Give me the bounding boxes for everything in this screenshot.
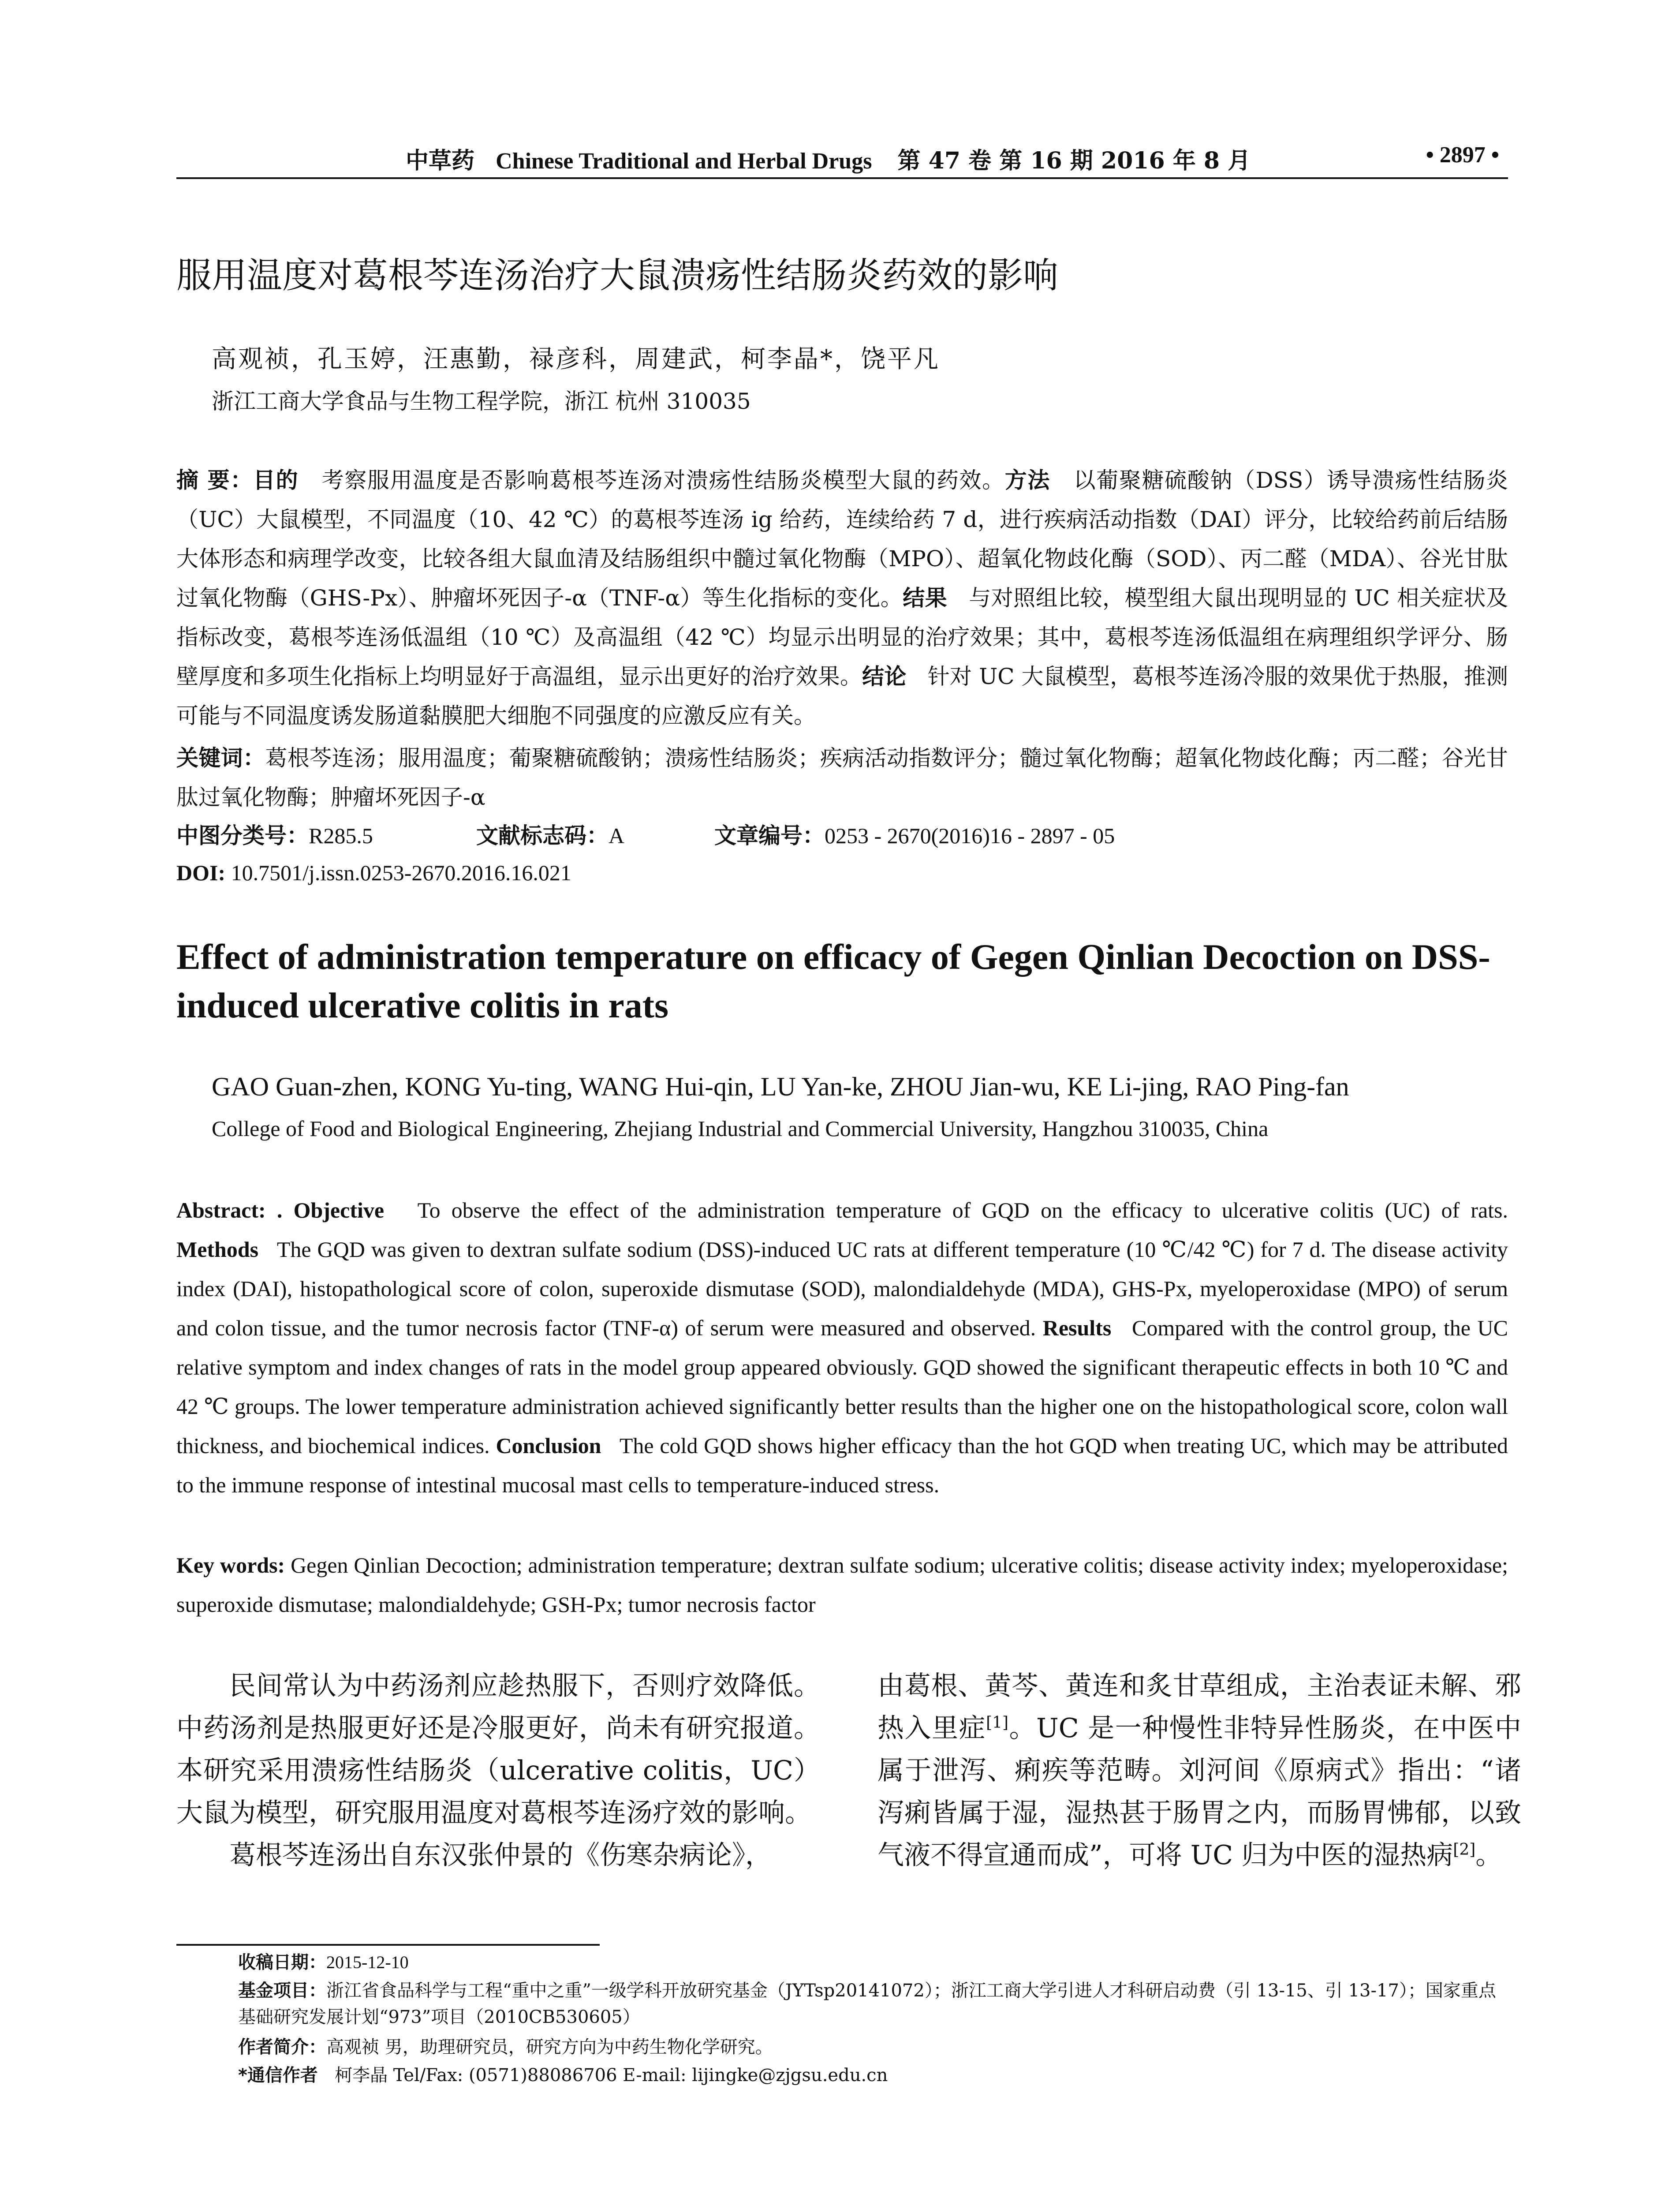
keywords-en xyxy=(176,1546,1508,1624)
clc-number xyxy=(176,818,373,850)
footnote-fund xyxy=(238,1977,1508,2030)
body-paragraph-3-part-c: 。 xyxy=(1475,1840,1502,1871)
title-en: Effect of administration temperature on efficacy of Gegen Qinlian Decoction on DSS-induced ulcerative colitis in rats xyxy=(176,937,1490,1025)
abstract-en-label: Abstract: . xyxy=(176,1198,294,1222)
journal-name-en: Chinese Traditional and Herbal Drugs xyxy=(496,149,872,174)
journal-name-cn: 中草药 xyxy=(406,147,475,174)
article-label: 文章编号： xyxy=(714,823,825,848)
body-paragraph-1: 民间常认为中药汤剂应趁热服下，否则疗效降低。中药汤剂是热服更好还是冷服更好，尚未有研究报道。本研究采用溃疡性结肠炎（ulcerative colitis，UC）大鼠为模型，研究服用温度对葛根芩连汤疗效的影响。 xyxy=(176,1671,820,1828)
keywords-cn xyxy=(176,739,1508,817)
keywords-cn-text: 葛根芩连汤；服用温度；葡聚糖硫酸钠；溃疡性结肠炎；疾病活动指数评分；髓过氧化物酶；超氧化物歧化酶；丙二醛；谷光甘肽过氧化物酶；肿瘤坏死因子-α xyxy=(176,745,1508,810)
abstract-cn-label: 摘 要： xyxy=(176,467,253,493)
body-column-right xyxy=(877,1665,1521,1876)
results-en: Compared with the control group, the UC relative symptom and index changes of rats in the model group appeared obviously. GQD showed the significant therapeutic effects in both 10 ℃ and 42 ℃ groups. The lower temperature administration achieved significantly better results than the higher one on the histopathological score, colon wall thickness, and biochemical indices. xyxy=(176,1316,1508,1458)
results-cn-label: 结果 xyxy=(903,585,948,611)
article-value: 0253 - 2670(2016)16 - 2897 - 05 xyxy=(825,823,1115,848)
footnote-rule xyxy=(176,1944,600,1946)
objective-cn-label: 目的 xyxy=(253,467,299,493)
methods-cn: 以葡聚糖硫酸钠（DSS）诱导溃疡性结肠炎（UC）大鼠模型，不同温度（10、42 ℃）的葛根芩连汤 ig 给药，连续给药 7 d，进行疾病活动指数（DAI）评分，比较给药前后结肠大体形态和病理学改变，比较各组大鼠血清及结肠组织中髓过氧化物酶（MPO）、超氧化物歧化酶（SOD）、丙二醛（MDA）、谷光甘肽过氧化物酶（GHS-Px）、肿瘤坏死因子-α（TNF-α）等生化指标的变化。 xyxy=(176,467,1508,611)
conclusion-en: The cold GQD shows higher efficacy than the hot GQD when treating UC, which may be attributed to the immune response of intestinal mucosal mast cells to temperature-induced stress. xyxy=(176,1433,1508,1497)
conclusion-en-label: Conclusion xyxy=(496,1433,601,1458)
doc-value: A xyxy=(609,823,625,848)
objective-cn: 考察服用温度是否影响葛根芩连汤对溃疡性结肠炎模型大鼠的药效。 xyxy=(321,467,1005,493)
issue-info: 第 47 卷 第 16 期 2016 年 8 月 xyxy=(897,147,1251,174)
received-date: 2015-12-10 xyxy=(326,1952,409,1972)
abstract-en xyxy=(176,1191,1508,1505)
corresponding-text: 柯李晶 Tel/Fax: (0571)88086706 E-mail: lijingke@zjgsu.edu.cn xyxy=(335,2065,888,2085)
article-number xyxy=(714,818,1115,850)
reference-2[interactable]: [2] xyxy=(1453,1841,1476,1859)
body-paragraph-3-part-b: 。UC 是一种慢性非特异性肠炎，在中医中属于泄泻、痢疾等范畴。刘河间《原病式》指出：“诸泻痢皆属于湿，湿热甚于肠胃之内，而肠胃怫郁，以致气液不得宣通而成”，可将 UC 归为中医的湿热病 xyxy=(877,1713,1522,1871)
doc-code xyxy=(476,818,624,850)
conclusion-cn-label: 结论 xyxy=(862,664,907,689)
bio-label: 作者简介： xyxy=(238,2037,326,2057)
body-paragraph-3-part-a: 由葛根、黄芩、黄连和炙甘草组成，主治表证未解、邪热入里症 xyxy=(877,1671,1521,1744)
abstract-cn xyxy=(176,461,1508,736)
body-paragraph-3 xyxy=(877,1665,1521,1876)
keywords-en-label: Key words: xyxy=(176,1553,285,1577)
body-column-left xyxy=(176,1665,820,1876)
objective-en-label: Objective xyxy=(293,1198,385,1222)
header-rule xyxy=(176,177,1508,179)
body-paragraph-2: 葛根芩连汤出自东汉张仲景的《伤寒杂病论》， xyxy=(229,1840,772,1871)
footnote-received xyxy=(238,1949,1570,1976)
title-cn: 服用温度对葛根芩连汤治疗大鼠溃疡性结肠炎药效的影响 xyxy=(176,255,1058,296)
doi-value: 10.7501/j.issn.0253-2670.2016.16.021 xyxy=(231,860,571,885)
corresponding-label: *通信作者 xyxy=(238,2065,318,2085)
conclusion-cn: 针对 UC 大鼠模型，葛根芩连汤冷服的效果优于热服，推测可能与不同温度诱发肠道黏膜肥大细胞不同强度的应激反应有关。 xyxy=(176,664,1508,729)
fund-label: 基金项目： xyxy=(238,1981,326,2001)
methods-en-label: Methods xyxy=(176,1237,259,1262)
doi-label: DOI: xyxy=(176,860,226,885)
running-header xyxy=(176,132,1508,181)
journal-name xyxy=(406,142,1251,175)
authors-en: GAO Guan-zhen, KONG Yu-ting, WANG Hui-qin, LU Yan-ke, ZHOU Jian-wu, KE Li-jing, RAO Ping-fan xyxy=(212,1072,1349,1101)
footnote-bio xyxy=(238,2034,1570,2060)
clc-value: R285.5 xyxy=(309,823,373,848)
authors-cn: 高观祯，孔玉婷，汪惠勤，禄彦科，周建武，柯李晶*，饶平凡 xyxy=(212,345,940,374)
results-cn: 与对照组比较，模型组大鼠出现明显的 UC 相关症状及指标改变，葛根芩连汤低温组（10 ℃）及高温组（42 ℃）均显示出明显的治疗效果；其中，葛根芩连汤低温组在病理组织学评分、肠壁厚度和多项生化指标上均明显好于高温组，显示出更好的治疗效果。 xyxy=(176,585,1508,689)
affiliation-cn: 浙江工商大学食品与生物工程学院，浙江 杭州 310035 xyxy=(212,389,751,414)
bio-text: 高观祯 男，助理研究员，研究方向为中药生物化学研究。 xyxy=(326,2037,773,2057)
page-number: • 2897 • xyxy=(1426,142,1499,168)
doi xyxy=(176,860,571,886)
methods-en: The GQD was given to dextran sulfate sodium (DSS)-induced UC rats at different temperature (10 ℃/42 ℃) for 7 d. The disease activity index (DAI), histopathological score of colon, superoxide dismutase (SOD), malondialdehyde (MDA), GHS-Px, myeloperoxidase (MPO) of serum and colon tissue, and the tumor necrosis factor (TNF-α) of serum were measured and observed. xyxy=(176,1237,1508,1340)
objective-en: To observe the effect of the administration temperature of GQD on the efficacy to ulcerative colitis (UC) of rats. xyxy=(417,1198,1508,1222)
methods-cn-label: 方法 xyxy=(1004,467,1050,493)
reference-1[interactable]: [1] xyxy=(986,1714,1009,1732)
keywords-cn-label: 关键词： xyxy=(176,745,265,771)
fund-text: 浙江省食品科学与工程“重中之重”一级学科开放研究基金（JYTsp20141072）；浙江工商大学引进人才科研启动费（引 13-15、引 13-17）；国家重点基础研究发展计划“973”项目（2010CB530605） xyxy=(238,1981,1496,2027)
keywords-en-text: Gegen Qinlian Decoction; administration temperature; dextran sulfate sodium; ulcerative colitis; disease activity index; myeloperoxidase; superoxide dismutase; malondialdehyde; GSH-Px; tumor necrosis factor xyxy=(176,1553,1508,1617)
doc-label: 文献标志码： xyxy=(476,823,609,848)
received-label: 收稿日期： xyxy=(238,1952,326,1973)
clc-label: 中图分类号： xyxy=(176,823,309,848)
affiliation-en: College of Food and Biological Engineering, Zhejiang Industrial and Commercial University, Hangzhou 310035, China xyxy=(212,1116,1269,1141)
results-en-label: Results xyxy=(1042,1316,1112,1340)
footnote-corresponding xyxy=(238,2062,1570,2089)
